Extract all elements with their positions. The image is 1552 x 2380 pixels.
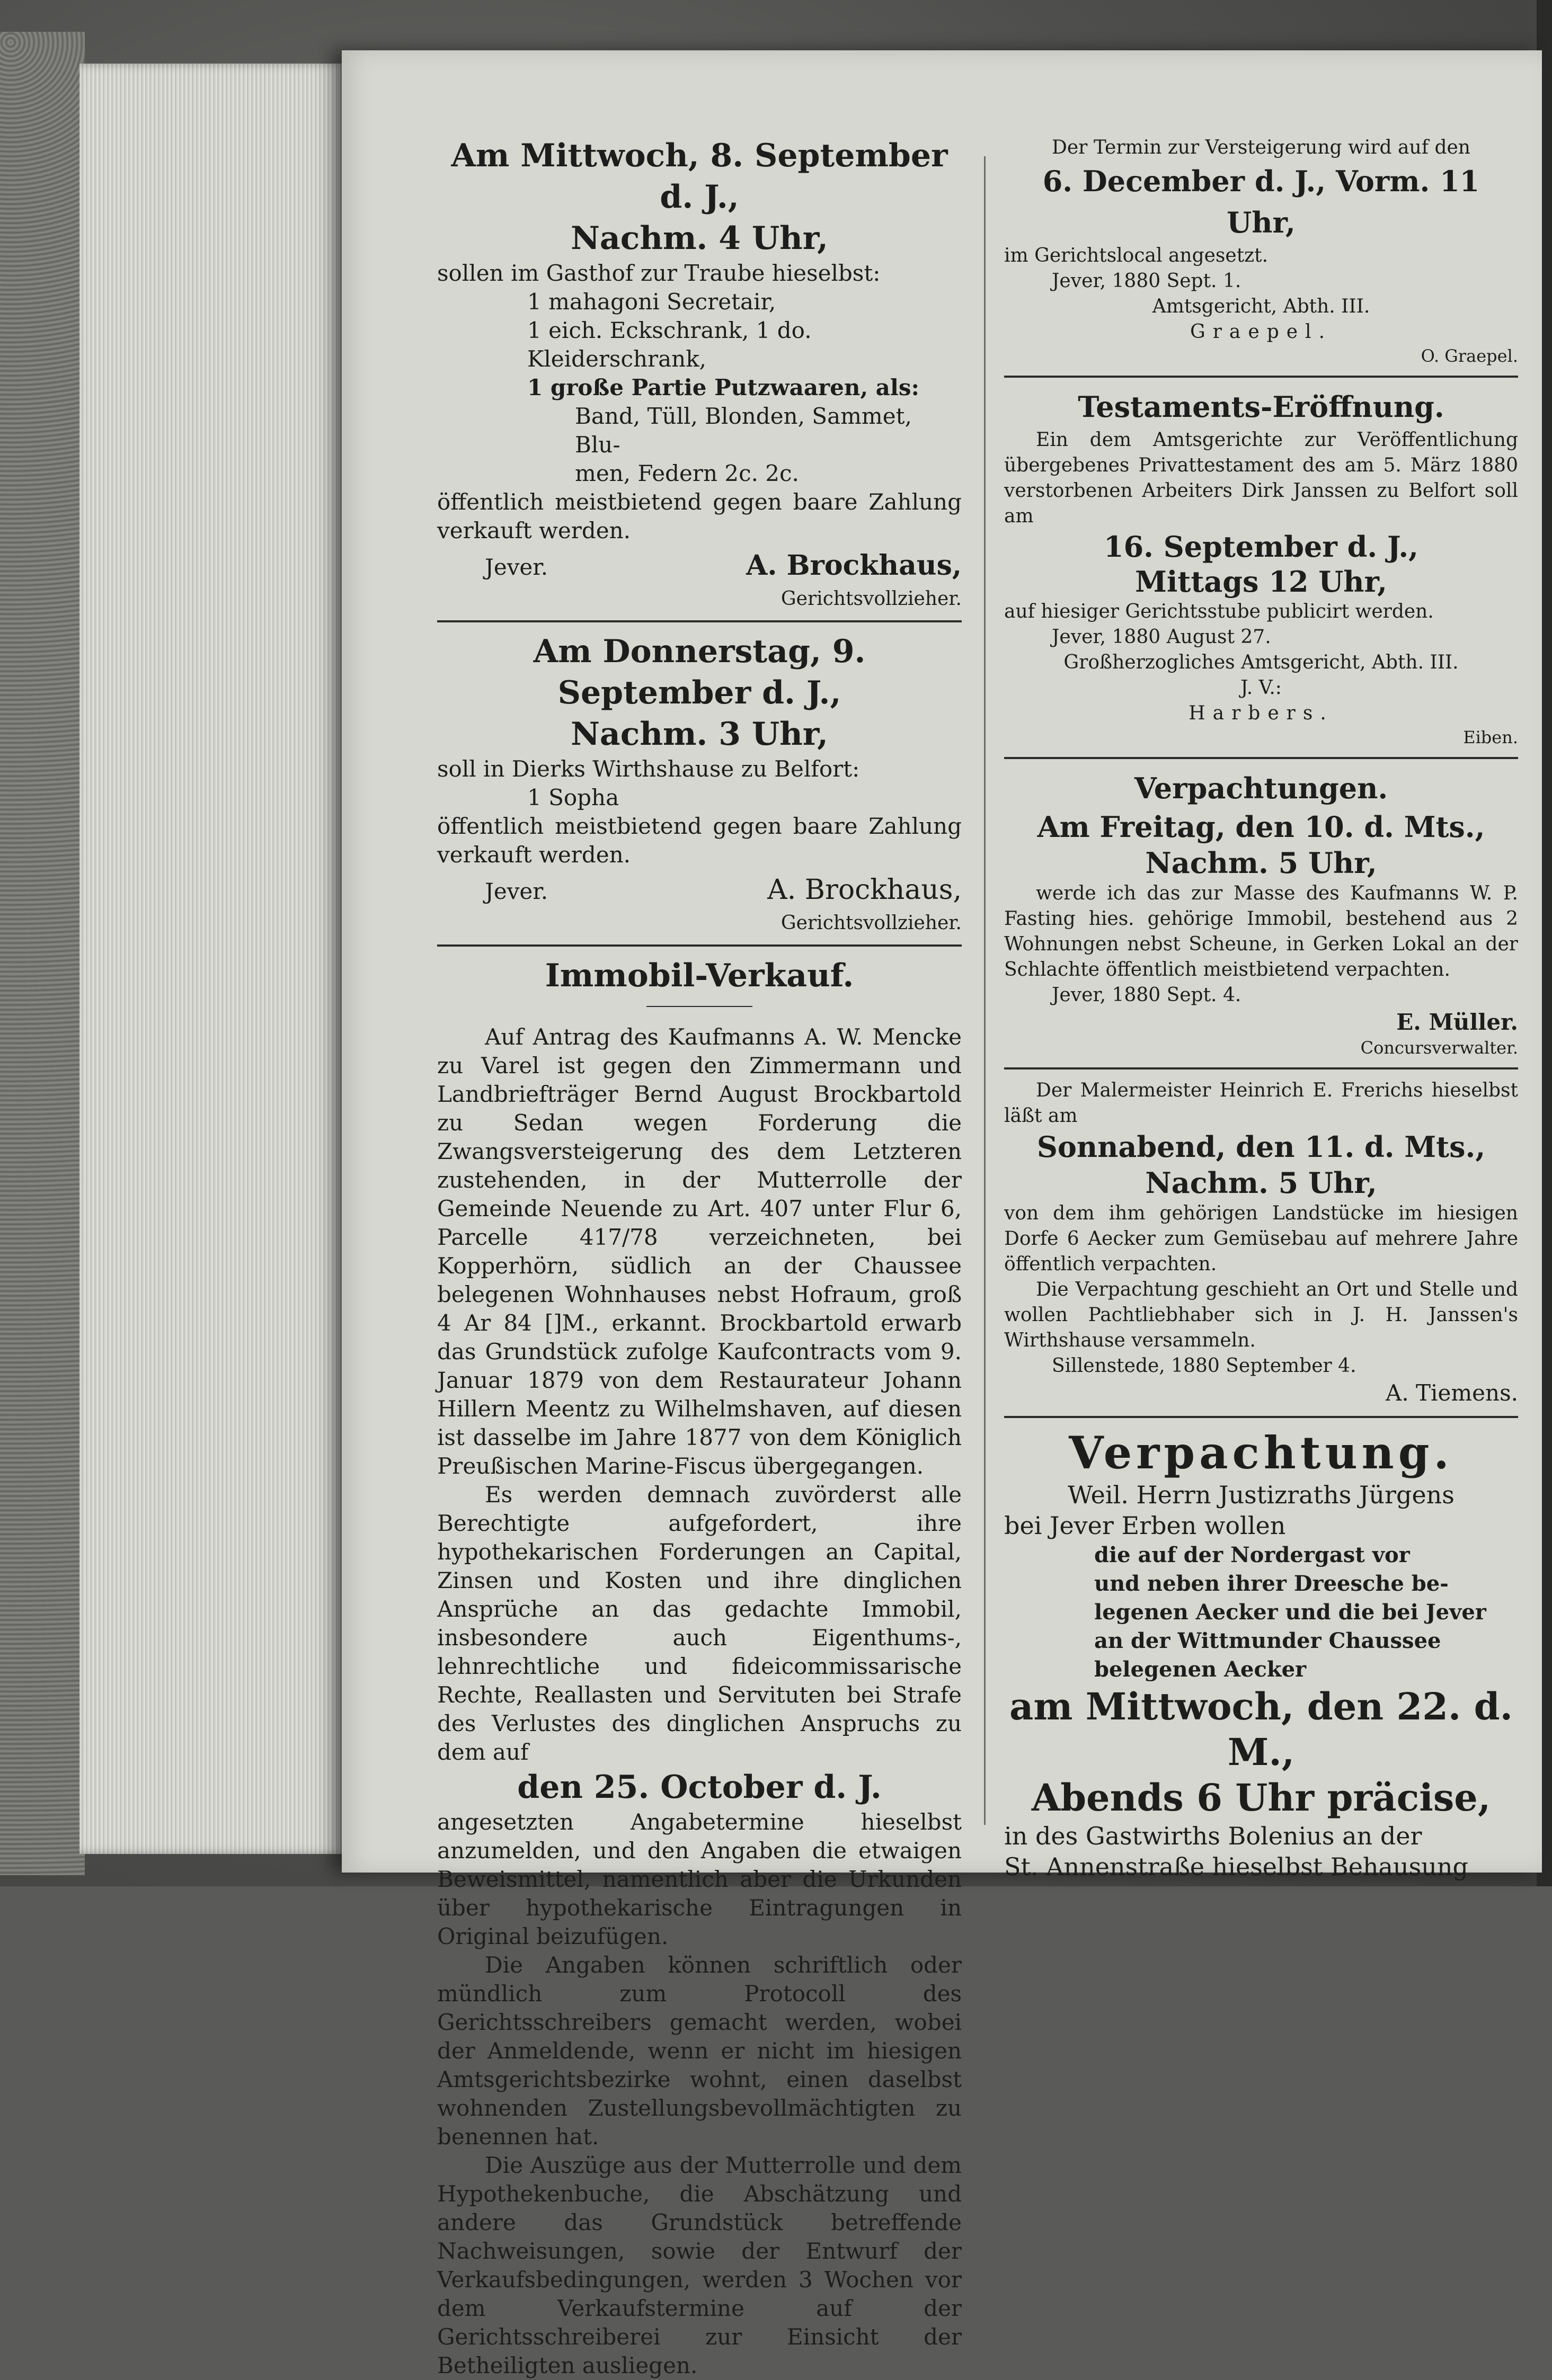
- ad1-heading-1: Am Mittwoch, 8. September d. J.,: [451, 137, 948, 216]
- ad8-line-3: die auf der Nordergast vor: [1094, 1543, 1410, 1567]
- ad4-line-1: Der Termin zur Versteigerung wird auf den: [1052, 137, 1470, 158]
- ad8-line-8: in des Gastwirths Bolenius an der: [1004, 1822, 1422, 1850]
- ad6-heading-1: Am Freitag, den 10. d. Mts.,: [1037, 810, 1485, 844]
- ad1-heading-2: Nachm. 4 Uhr,: [571, 220, 828, 257]
- ad1-goods-1: Band, Tüll, Blonden, Sammet, Blu-: [575, 403, 912, 458]
- separator: [1004, 1067, 1518, 1069]
- ad2-heading-2: Nachm. 3 Uhr,: [571, 716, 828, 753]
- ad2-intro: soll in Dierks Wirthshause zu Belfort:: [437, 756, 860, 782]
- ad6-heading-2: Nachm. 5 Uhr,: [1145, 846, 1377, 880]
- separator: [437, 620, 962, 622]
- ad2-signer: A. Brockhaus,: [767, 874, 962, 906]
- newspaper-page: [342, 50, 1542, 2378]
- ad8-line-6: an der Wittmunder Chaussee: [1094, 1628, 1441, 1653]
- ad6-signer: E. Müller.: [1396, 1009, 1518, 1035]
- ad1-intro: sollen im Gasthof zur Traube hieselbst:: [437, 260, 881, 286]
- ad2-signature: [437, 869, 962, 911]
- ad4-line-4: Amtsgericht, Abth. III.: [1152, 296, 1370, 317]
- book-spine: [0, 32, 85, 1875]
- ad4-heading: 6. December d. J., Vorm. 11 Uhr,: [1042, 164, 1480, 239]
- ad-lease-jurgens: [1004, 1427, 1518, 1882]
- separator: [1004, 1416, 1518, 1418]
- ad5-title: Testaments-Eröffnung.: [1078, 390, 1444, 424]
- ad7-heading-2: Nachm. 5 Uhr,: [1145, 1166, 1377, 1200]
- ad5-text: Ein dem Amtsgerichte zur Veröffentlichung übergebenes Privattestament des am 5. März 1880 verstorbenen Arbeiters Dirk Janssen zu Belfort soll am: [1004, 429, 1518, 527]
- ad-will-opening: [1004, 386, 1518, 748]
- ad8-title: Verpachtung.: [1069, 1427, 1453, 1479]
- ad3-date: den 25. October d. J.: [517, 1769, 882, 1806]
- ad8-heading-2: Abends 6 Uhr präcise,: [1031, 1776, 1491, 1820]
- ad1-place: Jever.: [485, 554, 548, 580]
- ad1-item-2: 1 eich. Eckschrank, 1 do. Kleiderschrank,: [527, 317, 812, 372]
- ad4-line-6: O. Graepel.: [1421, 346, 1518, 366]
- separator: [1004, 376, 1518, 378]
- ad3-paragraph-4: Die Angaben können schriftlich oder mündlich zum Protocoll des Gerichtsschreibers gemacht werden, wobei der Anmeldende, wenn er nicht im hiesigen Amtsgerichtsbezirke wohnt, einen daselbst wohnenden Zustellungsbevollmächtigten zu benennen hat.: [437, 1952, 962, 2150]
- ad-lease-saturday: [1004, 1078, 1518, 1407]
- ad6-role: Concursverwalter.: [1360, 1038, 1518, 1058]
- ad7-signer: A. Tiemens.: [1386, 1380, 1518, 1406]
- ad5-line-5: Harbers.: [1189, 702, 1334, 724]
- short-rule: [646, 1006, 752, 1007]
- ad5-line-3: Großherzogliches Amtsgericht, Abth. III.: [1063, 652, 1459, 673]
- ad1-signer: A. Brockhaus,: [746, 549, 962, 582]
- ad-leases: [1004, 768, 1518, 1059]
- ad-property-sale: [437, 955, 962, 2380]
- column-divider: [984, 156, 986, 1825]
- ad2-heading-1: Am Donnerstag, 9. September d. J.,: [533, 633, 866, 711]
- ad7-paragraph-2: Die Verpachtung geschieht an Ort und Stelle und wollen Pachtliebhaber sich in J. H. Janssen's Wirthshause versammeln.: [1004, 1279, 1518, 1351]
- ad1-goods-2: men, Federn 2c. 2c.: [575, 460, 799, 486]
- ad8-line-1: Weil. Herrn Justizraths Jürgens: [1068, 1481, 1455, 1509]
- ad3-paragraph-1: Auf Antrag des Kaufmanns A. W. Mencke zu Varel ist gegen den Zimmermann und Landbriefträger Bernd August Brockbartold zu Sedan wegen Forderung die Zwangsversteigerung des dem Letzteren zustehenden, in der Mutterrolle der Gemeinde Neuende zu Art. 407 unter Flur 6, Parcelle 417/78 verzeichneten, bei Kopperhörn, südlich an der Chaussee belegenen Wohnhauses nebst Hofraum, groß 4 Ar 84 []M., erkannt. Brockbartold erwarb das Grundstück zufolge Kaufcontracts vom 9. Januar 1879 von dem Restaurateur Johann Hillern Meentz zu Wilhelmshaven, auf diesen ist dasselbe im Jahre 1877 von dem Königlich Preußischen Marine-Fiscus übergegangen.: [437, 1024, 962, 1479]
- ad8-line-9: St. Annenstraße hieselbst Behausung: [1004, 1852, 1468, 1881]
- separator: [1004, 757, 1518, 759]
- ad5-heading-1: 16. September d. J.,: [1104, 530, 1418, 564]
- ad3-title: Immobil-Verkauf.: [545, 957, 854, 994]
- ad8-line-2: bei Jever Erben wollen: [1004, 1511, 1286, 1540]
- ad6-title: Verpachtungen.: [1134, 771, 1388, 805]
- ad-auction-december: [1004, 135, 1518, 367]
- ad4-line-2: im Gerichtslocal angesetzt.: [1004, 245, 1269, 266]
- page-edges: [79, 64, 344, 1854]
- ad3-paragraph-2: Es werden demnach zuvörderst alle Berechtigte aufgefordert, ihre hypothekarischen Forderungen an Capital, Zinsen und Kosten und ihre dinglichen Ansprüche an das gedachte Immobil, insbesondere auch Eigenthums-, lehnrechtliche und fideicommissarische Rechte, Reallasten und Servituten bei Strafe des Verlustes des dinglichen Anspruchs zu dem auf: [437, 1482, 962, 1765]
- ad1-role: Gerichtsvollzieher.: [781, 588, 962, 610]
- ad6-line-1: Jever, 1880 Sept. 4.: [1052, 984, 1241, 1006]
- ad7-heading-1: Sonnabend, den 11. d. Mts.,: [1036, 1130, 1486, 1164]
- ad2-role: Gerichtsvollzieher.: [781, 912, 962, 934]
- ad1-item-3: 1 große Partie Putzwaaren, als:: [527, 375, 920, 400]
- ad5-line-1: auf hiesiger Gerichtsstube publicirt werden.: [1004, 601, 1434, 622]
- left-column: [437, 135, 962, 2380]
- ad3-paragraph-5: Die Auszüge aus der Mutterrolle und dem Hypothekenbuche, die Abschätzung und andere das Grundstück betreffende Nachweisungen, sowie der Entwurf der Verkaufsbedingungen, werden 3 Wochen vor dem Verkaufstermine auf der Gerichtsschreiberei zur Einsicht der Betheiligten ausliegen.: [437, 2152, 962, 2378]
- ad4-line-5: Graepel.: [1190, 321, 1333, 343]
- ad8-line-4: und neben ihrer Dreesche be-: [1094, 1571, 1449, 1596]
- ad8-heading-1: am Mittwoch, den 22. d. M.,: [1009, 1684, 1513, 1774]
- separator: [437, 944, 962, 947]
- right-column: [1004, 135, 1518, 1882]
- ad6-text: werde ich das zur Masse des Kaufmanns W. P. Fasting hies. gehörige Immobil, bestehend aus 2 Wohnungen nebst Scheune, in Gerken Lokal an der Schlachte öffentlich meistbietend verpachten.: [1004, 883, 1518, 980]
- ad5-heading-2: Mittags 12 Uhr,: [1135, 565, 1387, 599]
- ad3-paragraph-3: angesetzten Angabetermine hieselbst anzumelden, und den Angaben die etwaigen Beweismittel, namentlich aber die Urkunden über hypothekarische Eintragungen in Original beizufügen.: [437, 1809, 962, 1949]
- ad7-line-2: Sillenstede, 1880 September 4.: [1052, 1355, 1356, 1377]
- ad8-line-7: belegenen Aecker: [1094, 1657, 1307, 1682]
- ad5-line-6: Eiben.: [1463, 727, 1518, 747]
- ad1-item-1: 1 mahagoni Secretair,: [527, 289, 776, 315]
- ad2-text: öffentlich meistbietend gegen baare Zahlung verkauft werden.: [437, 813, 962, 868]
- ad8-line-5: legenen Aecker und die bei Jever: [1094, 1600, 1486, 1625]
- ad5-line-4: J. V.:: [1240, 677, 1282, 699]
- ad-auction-wednesday: [437, 135, 962, 612]
- ad1-signature: [437, 545, 962, 586]
- ad-auction-thursday: [437, 631, 962, 936]
- ad4-line-3: Jever, 1880 Sept. 1.: [1052, 270, 1241, 292]
- ad5-line-2: Jever, 1880 August 27.: [1052, 626, 1271, 648]
- ad7-paragraph-1: von dem ihm gehörigen Landstücke im hiesigen Dorfe 6 Aecker zum Gemüsebau auf mehrere Jahre öffentlich verpachten.: [1004, 1202, 1518, 1275]
- ad1-text: öffentlich meistbietend gegen baare Zahlung verkauft werden.: [437, 489, 962, 543]
- ad2-place: Jever.: [485, 878, 548, 904]
- ad7-line-1: Der Malermeister Heinrich E. Frerichs hieselbst läßt am: [1004, 1080, 1518, 1127]
- ad2-item: 1 Sopha: [527, 785, 619, 810]
